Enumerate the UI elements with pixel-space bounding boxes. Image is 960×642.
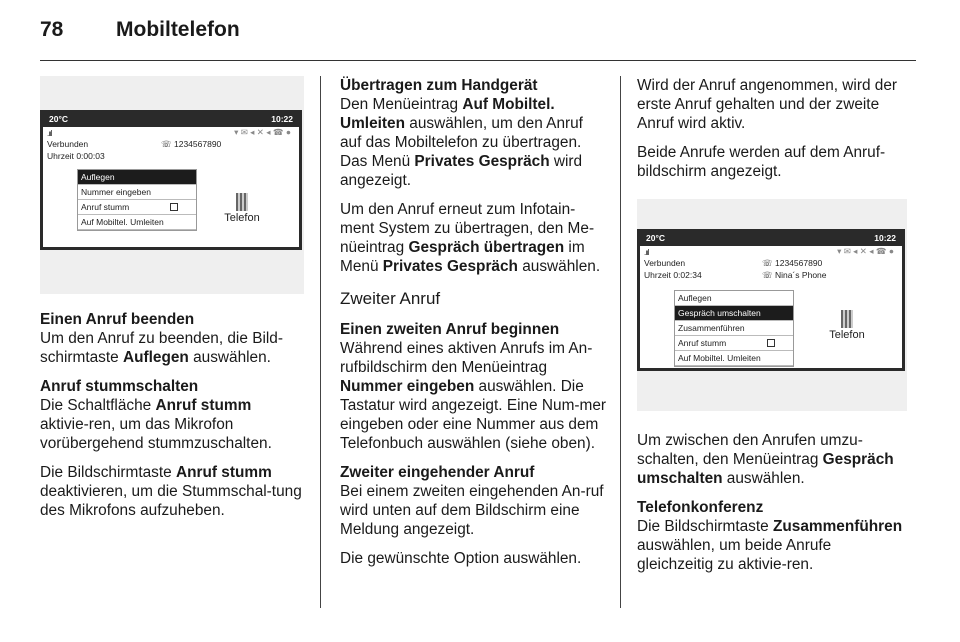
bold-text: Zusammenführen [773,518,903,535]
duration-row [43,151,299,163]
subheading: Einen zweiten Anruf beginnen [340,321,560,338]
text: auswählen. [188,349,271,366]
text: Bei einem zweiten eingehenden An-ruf wird unten auf dem Bildschirm eine Meldung angezeigt. [340,483,604,538]
call-screen [40,110,302,250]
screen-topbar [43,113,299,127]
screen-status-row [640,246,902,258]
text: wird angezeigt. [340,153,583,189]
text: Die Schaltfläche [40,397,156,414]
bold-text: Privates Gespräch [382,258,518,275]
checkbox[interactable] [170,203,178,211]
page-title: Mobiltelefon [116,18,240,41]
text: aktivie-ren, um das Mikrofon vorübergehend stummzuschalten. [40,416,272,452]
call-screen-figure [40,76,304,294]
bold-text: Gespräch übertragen [408,239,565,256]
text: Während eines aktiven Anrufs im An-rufbildschirm den Menüeintrag [340,340,593,376]
text: auswählen, um den Anruf auf das Mobiltelefon zu übertragen. Das Menü [340,115,583,170]
caller-number-value: 1234567890 [174,139,222,149]
screen-clock: 10:22 [271,114,293,124]
column-1 [40,76,304,530]
phone-label: Telefon [224,212,260,224]
duration-row [640,270,902,282]
status-label: Verbunden [47,139,89,149]
status-icons: ▾ ✉ ◂ ✕ ◂ ☎ ● [234,127,291,137]
bold-text: Nummer eingeben [340,378,475,395]
column-3 [637,76,907,584]
time-label: Uhrzeit [644,270,671,280]
caller-number: ☏ 1234567890 [161,139,222,149]
signal-icon: .ııl [47,129,52,138]
signal-icon: .ııl [644,248,649,257]
call-duration: 0:00:03 [76,151,105,161]
paragraph [637,431,907,488]
text: auswählen. [722,470,805,487]
screen-topbar [640,232,902,246]
screen-clock: 10:22 [874,233,896,243]
text: Um zwischen den Anrufen umzu-schalten, den Menüeintrag [637,432,863,468]
menu-item-umleiten[interactable]: Auf Mobiltel. Umleiten [78,215,196,230]
header-rule [40,60,916,61]
time-label: Uhrzeit [47,151,74,161]
subheading: Telefonkonferenz [637,499,764,516]
paragraph [340,463,608,539]
screen-temperature: 20°C [49,114,68,124]
text: Die Bildschirmtaste [40,464,176,481]
menu-item-auflegen[interactable]: Auflegen [78,170,196,185]
second-call-figure [637,199,907,411]
call-duration: 0:02:34 [673,270,702,280]
menu-item-zusammenfuehren[interactable]: Zusammenführen [675,321,793,336]
phone-label: Telefon [829,329,865,341]
bold-text: Auf Mobiltel. Umleiten [340,96,555,132]
checkbox[interactable] [767,339,775,347]
second-caller: ☏ Nina´s Phone [762,270,827,280]
menu-item-label: Anruf stumm [678,338,727,348]
menu-item-anruf-stumm[interactable] [675,336,793,351]
text: Um den Anruf erneut zum Infotain-ment System zu übertragen, den Me-nüeintrag [340,201,595,256]
text: deaktivieren, um die Stummschal-tung des Mikrofons aufzuheben. [40,483,302,519]
phone-display [221,193,263,224]
call-screen [637,229,905,371]
paragraph [40,463,304,520]
phone-display [826,310,868,341]
bold-text: Anruf stumm [176,464,272,481]
status-icons: ▾ ✉ ◂ ✕ ◂ ☎ ● [837,246,894,256]
text: schirmtaste [40,349,123,366]
text: auswählen, um beide Anrufe gleichzeitig zu aktivie-ren. [637,537,832,573]
page-header [40,18,920,48]
second-caller-value: Nina´s Phone [775,270,827,280]
paragraph [40,310,304,367]
paragraph [40,377,304,453]
column-divider [620,76,621,608]
column-divider [320,76,321,608]
paragraph [340,76,608,190]
subheading: Einen Anruf beenden [40,311,195,328]
paragraph: Die gewünschte Option auswählen. [340,550,582,567]
status-label: Verbunden [644,258,686,268]
menu-item-anruf-stumm[interactable] [78,200,196,215]
call-menu [77,169,197,231]
paragraph: Beide Anrufe werden auf dem Anruf-bildschirm angezeigt. [637,144,886,180]
menu-item-nummer-eingeben[interactable]: Nummer eingeben [78,185,196,200]
phone-icon [841,310,853,328]
text: Den Menüeintrag [340,96,463,113]
text: auswählen. [517,258,601,275]
text: Die Bildschirmtaste [637,518,773,535]
paragraph: Wird der Anruf angenommen, wird der erste Anruf gehalten und der zweite Anruf wird aktiv. [637,77,898,132]
text: im Menü [340,239,585,275]
bold-text: Anruf stumm [155,397,252,414]
connection-row [640,258,902,270]
bold-text: Auflegen [122,349,189,366]
paragraph [637,498,907,574]
menu-item-label: Anruf stumm [81,202,130,212]
subheading: Anruf stummschalten [40,378,199,395]
paragraph [340,200,608,276]
bold-text: Gespräch umschalten [637,451,894,487]
menu-item-gespraech-umschalten[interactable]: Gespräch umschalten [675,306,793,321]
text: Um den Anruf zu beenden, die Bild- [40,330,283,347]
bold-text: Privates Gespräch [414,153,550,170]
screen-temperature: 20°C [646,233,665,243]
menu-item-auflegen[interactable]: Auflegen [675,291,793,306]
section-heading: Zweiter Anruf [340,289,441,308]
subheading: Zweiter eingehender Anruf [340,464,535,481]
caller-number-value: 1234567890 [775,258,823,268]
column-2 [340,76,608,578]
connection-row [43,139,299,151]
call-menu [674,290,794,367]
phone-icon [236,193,248,211]
screen-status-row [43,127,299,139]
paragraph [340,320,608,453]
subheading: Übertragen zum Handgerät [340,77,538,94]
page-number: 78 [40,18,64,41]
text: auswählen. Die Tastatur wird angezeigt. Eine Num-mer eingeben oder eine Nummer aus dem Telefonbuch auswählen (siehe oben). [340,378,607,452]
menu-item-umleiten[interactable]: Auf Mobiltel. Umleiten [675,351,793,366]
caller-number: ☏ 1234567890 [762,258,823,268]
